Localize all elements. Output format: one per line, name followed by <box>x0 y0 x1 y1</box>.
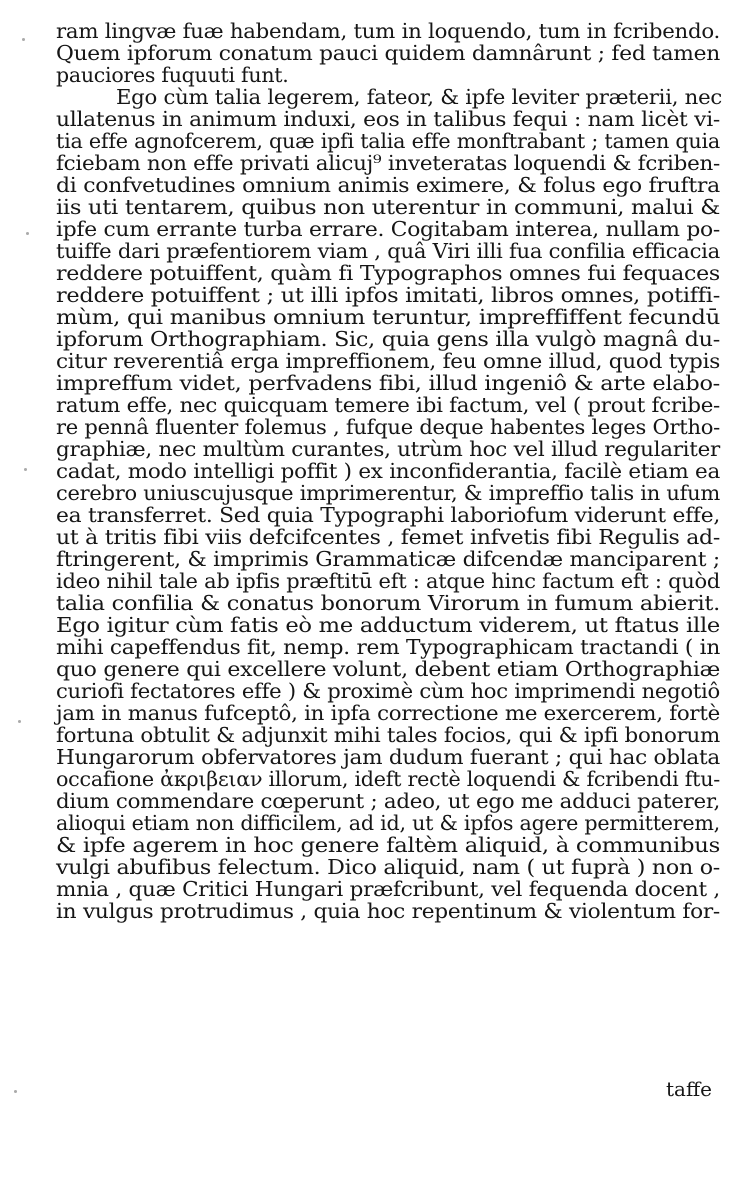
text-line: dium commendare cœperunt ; adeo, ut ego me adduci paterer, <box>56 789 720 813</box>
text-line: alioqui etiam non difficilem, ad id, ut & ipfos agere permitterem, <box>56 811 720 835</box>
text-line: iis uti tentarem, quibus non uterentur in communi, malui & <box>56 195 720 219</box>
text-line: cadat, modo intelligi poffit ) ex inconfiderantia, facilè etiam ea <box>56 459 720 483</box>
text-line: mnia , quæ Critici Hungari præfcribunt, vel fequenda docent , <box>56 877 720 901</box>
text-line: ftringerent, & imprimis Grammaticæ difcendæ manciparent ; <box>56 547 720 571</box>
text-line: di confvetudines omnium animis eximere, & folus ego fruftra <box>56 173 720 197</box>
text-line: Ego igitur cùm fatis eò me adductum viderem, ut ftatus ille <box>56 613 720 637</box>
text-line: fciebam non effe privati alicuj⁹ inveteratas loquendi & fcriben- <box>56 151 721 175</box>
text-line: tuiffe dari præfentiorem viam , quâ Viri illi fua confilia efficacia <box>56 239 720 263</box>
text-line: tia effe agnofcerem, quæ ipfi talia effe monftrabant ; tamen quia <box>56 129 720 153</box>
text-line: citur reverentiâ erga impreffionem, feu omne illud, quod typis <box>56 349 720 373</box>
margin-speck <box>22 38 25 41</box>
text-line: pauciores fuquuti funt. <box>56 63 289 87</box>
text-line: mùm, qui manibus omnium teruntur, impreffiffent fecundū <box>56 305 720 329</box>
text-line: re pennâ fluenter folemus , fufque deque habentes leges Ortho- <box>56 415 720 439</box>
text-line: talia confilia & conatus bonorum Virorum in fumum abierit. <box>56 591 720 615</box>
text-line: ratum effe, nec quicquam temere ibi factum, vel ( prout fcribe- <box>56 393 720 417</box>
text-line: reddere potuiffent ; ut illi ipfos imitati, libros omnes, potiffi- <box>56 283 720 307</box>
margin-speck <box>26 232 29 235</box>
text-line: graphiæ, nec multùm curantes, utrùm hoc vel illud regulariter <box>56 437 720 461</box>
text-line: ullatenus in animum induxi, eos in talibus fequi : nam licèt vi- <box>56 107 720 131</box>
text-line: & ipfe agerem in hoc genere faltèm aliquid, à communibus <box>56 833 720 857</box>
text-line: ipforum Orthographiam. Sic, quia gens illa vulgò magnâ du- <box>56 327 720 351</box>
text-line: impreffum videt, perfvadens fibi, illud ingeniô & arte elabo- <box>56 371 720 395</box>
catchword: taffe <box>665 1077 712 1101</box>
text-line: ut à tritis fibi viis defcifcentes , femet infvetis fibi Regulis ad- <box>56 525 720 549</box>
text-line: Hungarorum obfervatores jam dudum fuerant ; qui hac oblata <box>56 745 720 769</box>
text-line: ea transferret. Sed quia Typographi laboriofum viderunt effe, <box>56 503 720 527</box>
text-line: curiofi fectatores effe ) & proximè cùm hoc imprimendi negotiô <box>56 679 720 703</box>
text-line: ipfe cum errante turba errare. Cogitabam interea, nullam po- <box>56 217 720 241</box>
margin-speck <box>24 468 27 471</box>
text-line: vulgi abufibus felectum. Dico aliquid, nam ( ut fuprà ) non o- <box>56 855 720 879</box>
text-line: in vulgus protrudimus , quia hoc repentinum & violentum for- <box>56 899 720 923</box>
text-line: jam in manus fufceptô, in ipfa correctione me exercerem, fortè <box>56 701 720 725</box>
text-line: ideo nihil tale ab ipfis præftitū eft : atque hinc factum eft : quòd <box>56 569 720 593</box>
text-line: occafione ἀκριβειαν illorum, ideft rectè loquendi & fcribendi ftu- <box>56 767 720 791</box>
text-line: fortuna obtulit & adjunxit mihi tales focios, qui & ipfi bonorum <box>56 723 721 747</box>
text-line: reddere potuiffent, quàm fi Typographos omnes fui fequaces <box>56 261 720 285</box>
margin-speck <box>14 1090 17 1093</box>
text-line: mihi capeffendus fit, nemp. rem Typographicam tractandi ( in <box>56 635 721 659</box>
text-line: Quem ipforum conatum pauci quidem damnârunt ; fed tamen <box>56 41 720 65</box>
text-line: cerebro uniuscujusque imprimerentur, & impreffio talis in ufum <box>56 481 720 505</box>
text-line: ram lingvæ fuæ habendam, tum in loquendo, tum in fcribendo. <box>56 19 720 43</box>
margin-speck <box>18 720 21 723</box>
text-line: Ego cùm talia legerem, fateor, & ipfe leviter præterii, nec <box>115 85 722 109</box>
body-text <box>56 20 720 922</box>
text-line: quo genere qui excellere volunt, debent etiam Orthographiæ <box>56 657 720 681</box>
